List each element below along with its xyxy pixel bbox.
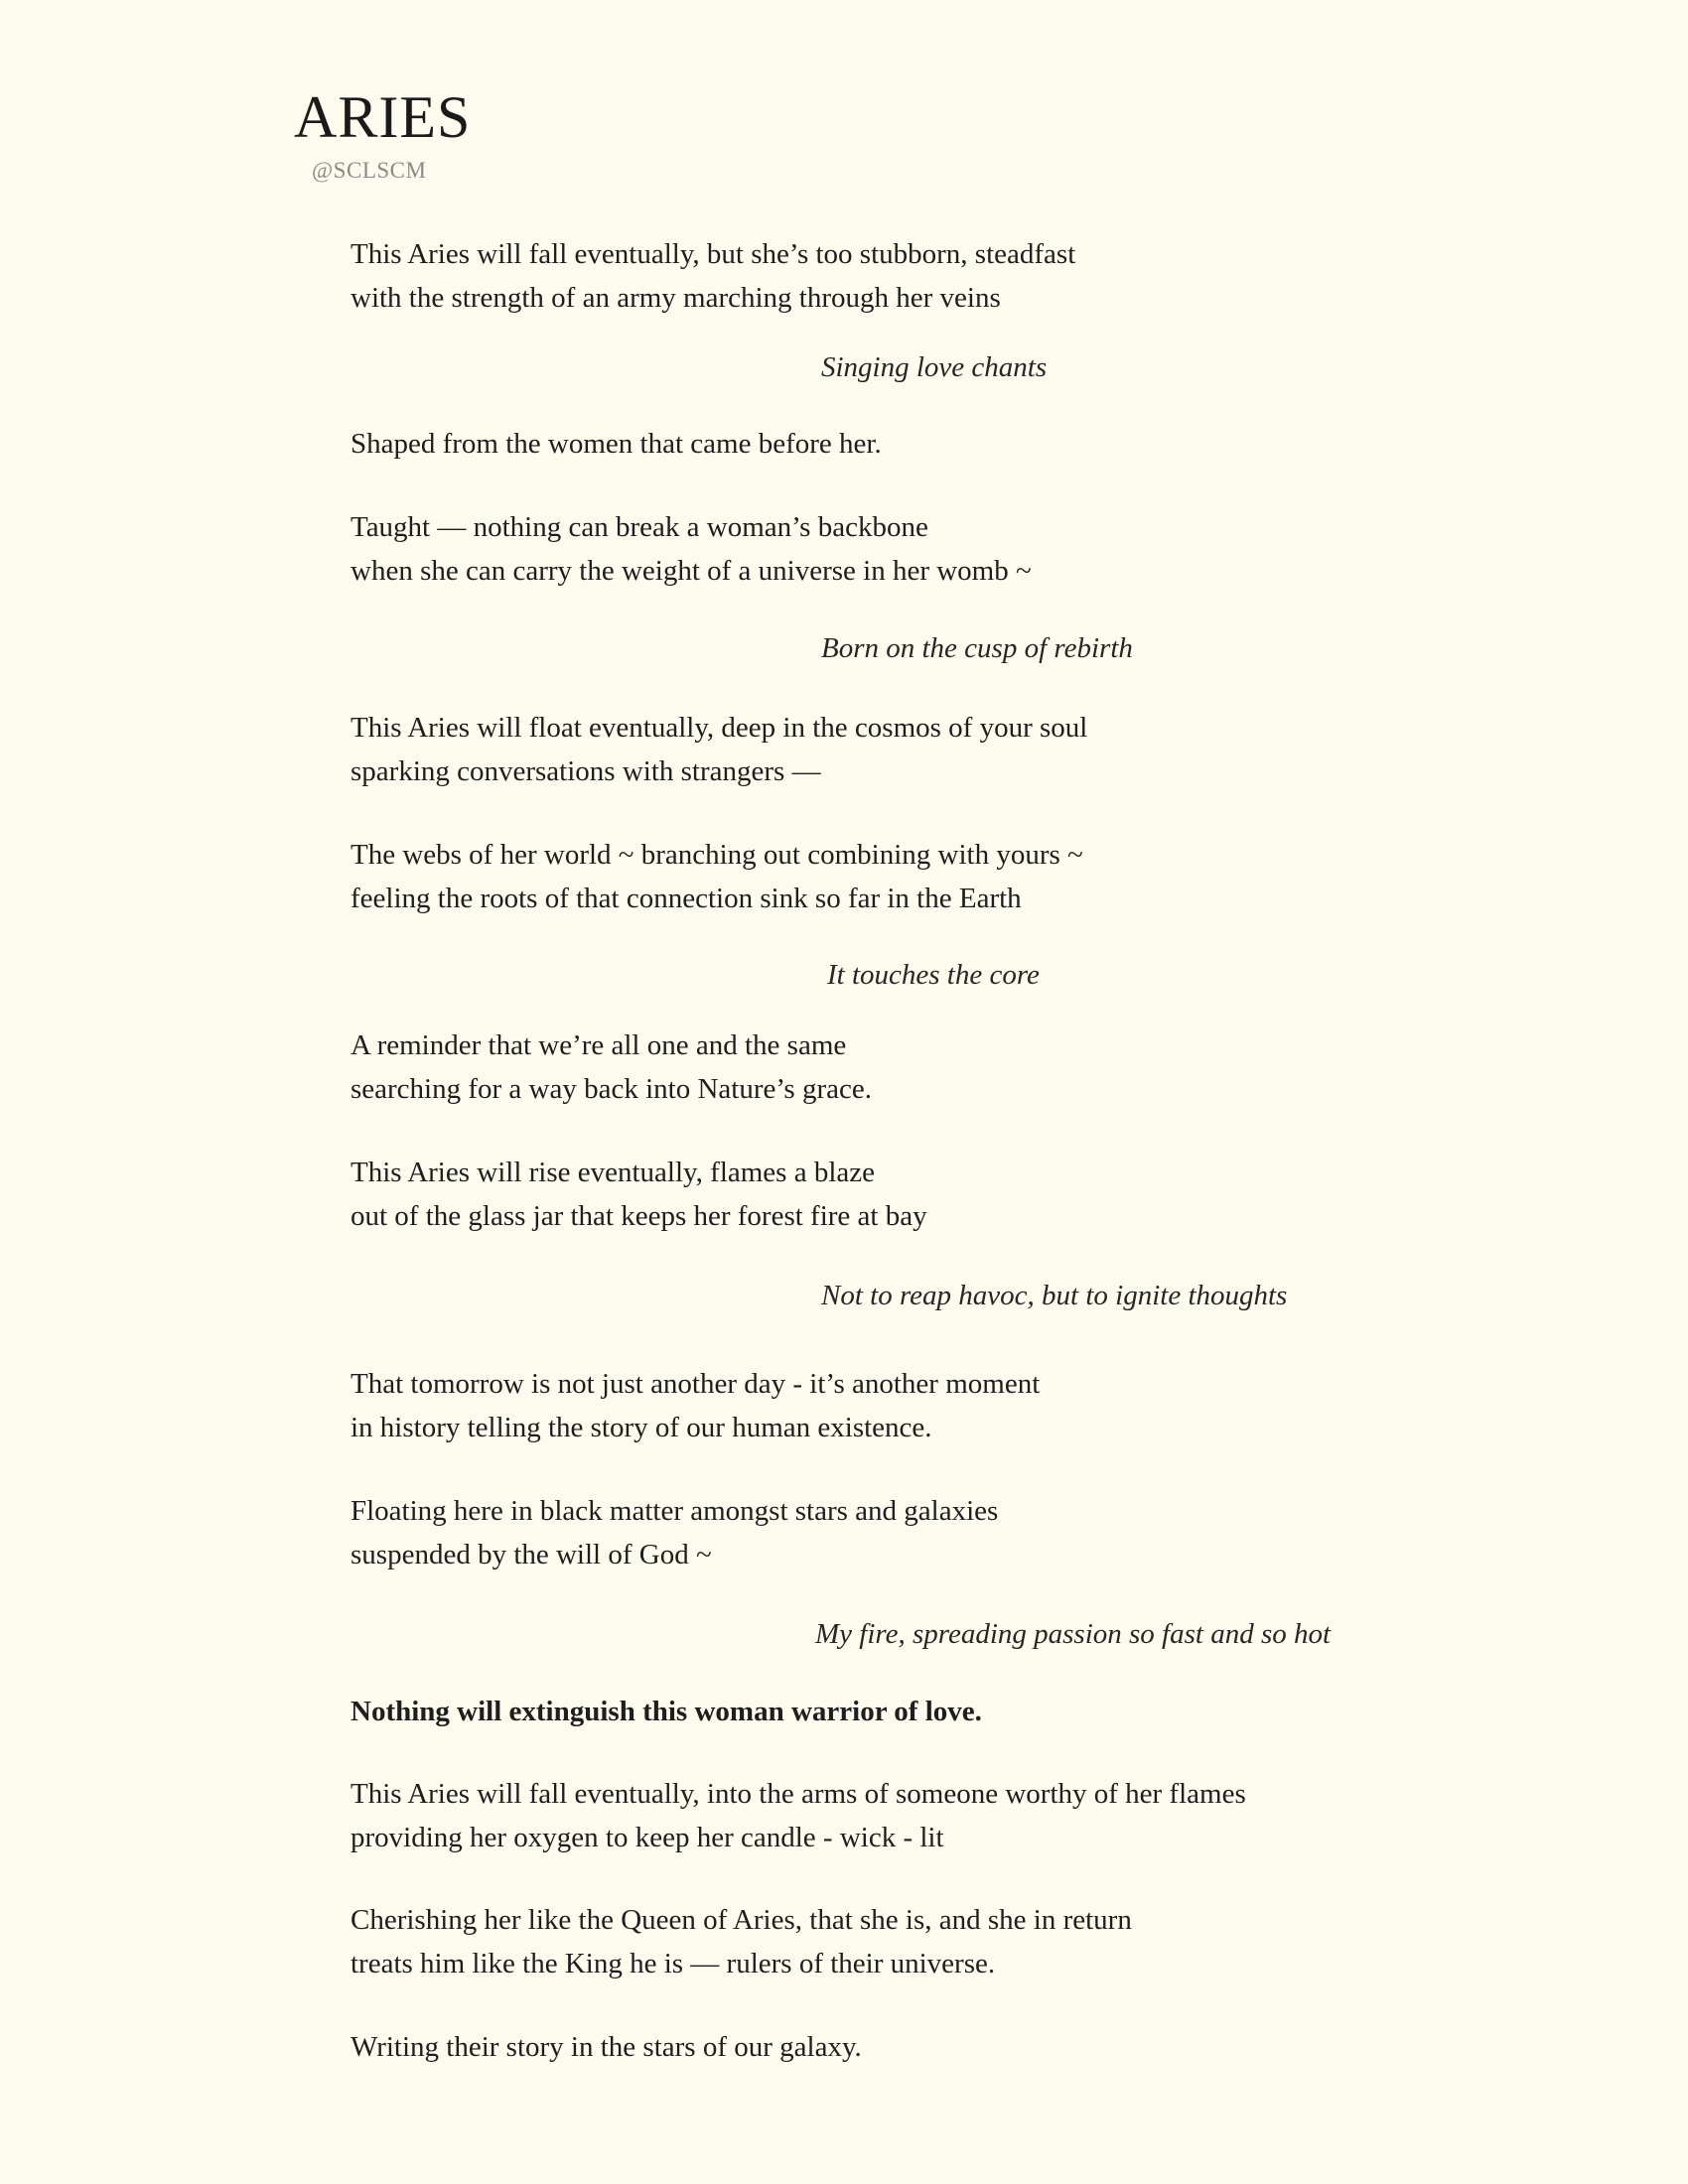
poem-line: The webs of her world ~ branching out combining with yours ~ [351, 839, 1083, 871]
poem-line: feeling the roots of that connection sink so far in the Earth [351, 883, 1022, 914]
poem-line: Cherishing her like the Queen of Aries, that she is, and she in return [351, 1904, 1132, 1936]
poem-line: This Aries will rise eventually, flames a blaze [351, 1157, 876, 1188]
poem-line: treats him like the King he is — rulers of their universe. [351, 1948, 996, 1979]
poem-line-emphasis: Nothing will extinguish this woman warrior of love. [351, 1696, 982, 1727]
poem-line: out of the glass jar that keeps her forest fire at bay [351, 1200, 927, 1232]
poem-aside: Born on the cusp of rebirth [821, 632, 1133, 664]
poem-line: Writing their story in the stars of our galaxy. [351, 2031, 862, 2063]
poem-line: providing her oxygen to keep her candle - wick - lit [351, 1822, 944, 1853]
poem-aside: Not to reap havoc, but to ignite thoughts [821, 1280, 1288, 1311]
poem-line: with the strength of an army marching through her veins [351, 282, 1001, 314]
poem-line: in history telling the story of our human existence. [351, 1412, 932, 1443]
poem-line: suspended by the will of God ~ [351, 1539, 712, 1570]
poem-line: That tomorrow is not just another day - it’s another moment [351, 1368, 1041, 1400]
poem-aside: Singing love chants [821, 351, 1048, 383]
poem-line: This Aries will fall eventually, into the arms of someone worthy of her flames [351, 1778, 1246, 1810]
poem-title: ARIES [294, 84, 472, 150]
poem-aside: It touches the core [827, 959, 1040, 991]
poem-line: searching for a way back into Nature’s grace. [351, 1073, 872, 1105]
author-handle: @SCLSCM [312, 158, 427, 183]
poem-line: This Aries will fall eventually, but she’s too stubborn, steadfast [351, 238, 1076, 270]
poem-line: Shaped from the women that came before her. [351, 428, 882, 460]
poem-line: Taught — nothing can break a woman’s backbone [351, 511, 928, 543]
poem-line: when she can carry the weight of a universe in her womb ~ [351, 555, 1032, 587]
poem-line: This Aries will float eventually, deep in the cosmos of your soul [351, 712, 1088, 744]
poem-aside: My fire, spreading passion so fast and so hot [815, 1618, 1332, 1650]
poem-line: Floating here in black matter amongst stars and galaxies [351, 1495, 999, 1527]
poem-line: sparking conversations with strangers — [351, 755, 821, 787]
poem-line: A reminder that we’re all one and the same [351, 1029, 847, 1061]
